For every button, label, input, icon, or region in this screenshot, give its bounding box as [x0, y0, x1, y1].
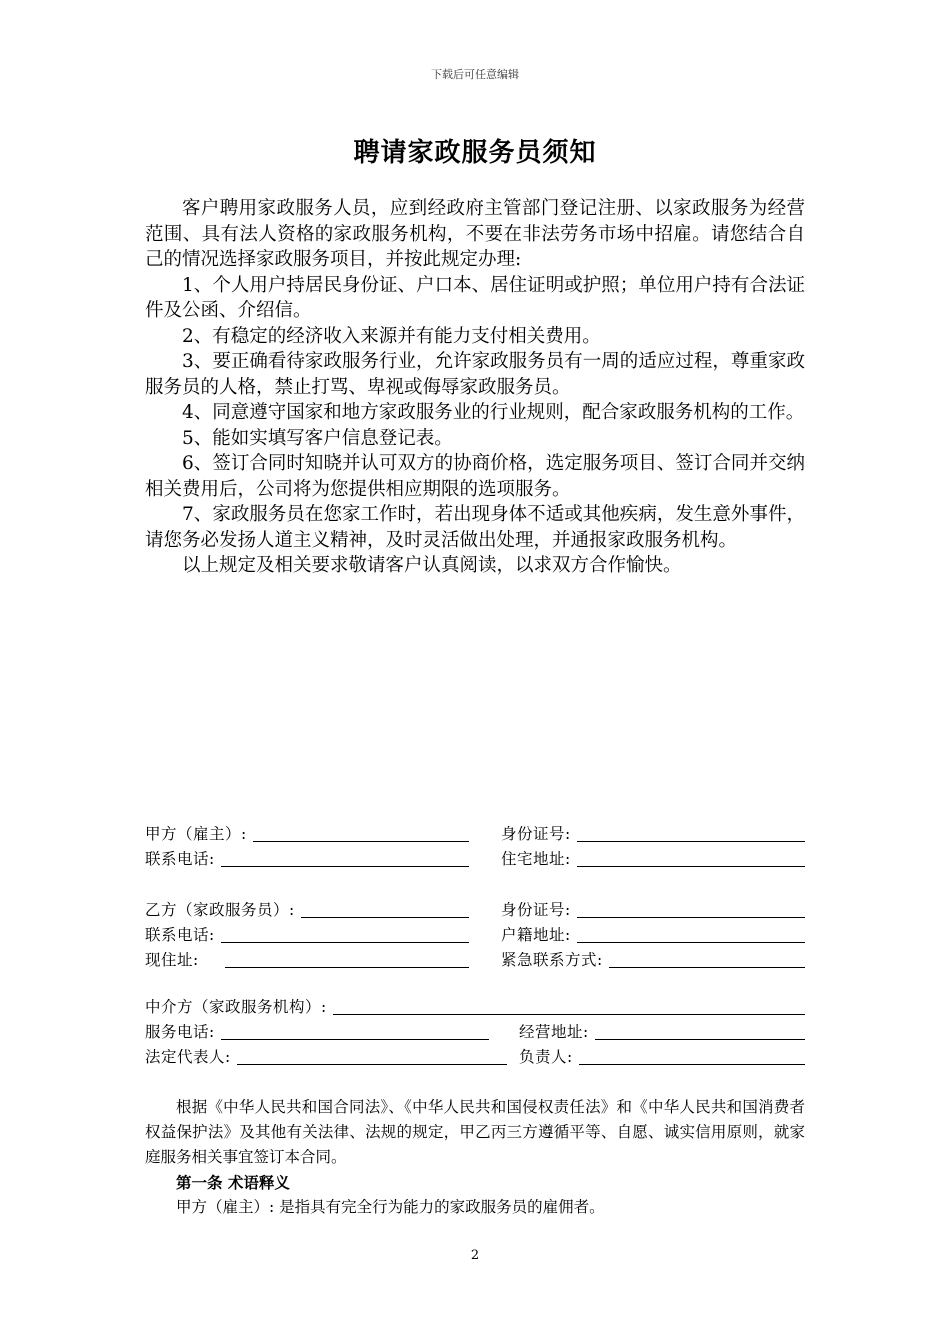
party-b-id-blank[interactable] — [577, 899, 805, 918]
business-address-label: 经营地址: — [519, 1023, 589, 1041]
notice-item-6: 6、签订合同时知晓并认可双方的协商价格，选定服务项目、签订合同并交纳相关费用后，公司将为您提供相应期限的选项服务。 — [145, 453, 805, 500]
party-a-id-field[interactable] — [501, 821, 805, 846]
employer-label: 甲方（雇主）: — [145, 825, 247, 843]
party-a-phone-blank[interactable] — [221, 848, 469, 867]
article-1-text: 甲方（雇主）: 是指具有完全行为能力的家政服务员的雇佣者。 — [176, 1198, 605, 1216]
emergency-contact-label: 紧急联系方式: — [501, 951, 603, 969]
agency-label: 中介方（家政服务机构）: — [145, 998, 327, 1016]
article-1-title: 第一条 术语释义 — [176, 1173, 290, 1192]
notice-item-1: 1、个人用户持居民身份证、户口本、居住证明或护照；单位用户持有合法证件及公函、介绍信。 — [145, 274, 805, 321]
notice-item-4: 4、同意遵守国家和地方家政服务业的行业规则，配合家政服务机构的工作。 — [182, 402, 805, 423]
party-b-id-label: 身份证号: — [501, 901, 571, 919]
party-a-section — [145, 821, 805, 871]
emergency-contact-field[interactable] — [501, 947, 805, 972]
party-b-phone-label: 联系电话: — [145, 926, 215, 944]
person-in-charge-field[interactable] — [519, 1044, 805, 1069]
page-title: 聘请家政服务员须知 — [353, 138, 597, 168]
party-a-phone-field[interactable] — [145, 846, 469, 871]
service-phone-field[interactable] — [145, 1019, 489, 1044]
agency-section — [145, 994, 805, 1069]
header-note: 下载后可任意编辑 — [431, 68, 519, 81]
service-phone-label: 服务电话: — [145, 1023, 215, 1041]
legal-rep-field[interactable] — [145, 1044, 507, 1069]
agency-blank[interactable] — [333, 996, 805, 1015]
notice-body — [145, 196, 805, 579]
notice-item-5: 5、能如实填写客户信息登记表。 — [182, 427, 453, 449]
legal-rep-blank[interactable] — [237, 1046, 507, 1065]
contract-body — [145, 1095, 805, 1220]
notice-closing: 以上规定及相关要求敬请客户认真阅读，以求双方合作愉快。 — [182, 555, 682, 576]
party-b-id-field[interactable] — [501, 897, 805, 922]
worker-label: 乙方（家政服务员）: — [145, 901, 295, 919]
person-in-charge-blank[interactable] — [579, 1046, 805, 1065]
current-address-field[interactable] — [145, 947, 469, 972]
party-a-phone-label: 联系电话: — [145, 850, 215, 868]
notice-paragraph: 客户聘用家政服务人员，应到经政府主管部门登记注册、以家政服务为经营范围、具有法人资格的家政服务机构，不要在非法劳务市场中招雇。请您结合自己的情况选择家政服务项目，并按此规定办理: — [145, 198, 805, 270]
party-b-phone-field[interactable] — [145, 922, 469, 947]
current-address-label: 现住址: — [145, 951, 199, 969]
business-address-blank[interactable] — [595, 1021, 805, 1040]
home-address-blank[interactable] — [577, 848, 805, 867]
employer-field[interactable] — [145, 821, 469, 846]
party-a-id-label: 身份证号: — [501, 825, 571, 843]
person-in-charge-label: 负责人: — [519, 1048, 573, 1066]
worker-field[interactable] — [145, 897, 469, 922]
household-address-label: 户籍地址: — [501, 926, 571, 944]
notice-item-3: 3、要正确看待家政服务行业，允许家政服务员有一周的适应过程，尊重家政服务员的人格，禁止打骂、卑视或侮辱家政服务员。 — [145, 351, 805, 398]
notice-item-7: 7、家政服务员在您家工作时，若出现身体不适或其他疾病，发生意外事件，请您务必发扬人道主义精神，及时灵活做出处理，并通报家政服务机构。 — [145, 504, 805, 551]
contract-preamble: 根据《中华人民共和国合同法》、《中华人民共和国侵权责任法》和《中华人民共和国消费者权益保护法》及其他有关法律、法规的规定，甲乙丙三方遵循平等、自愿、诚实信用原则，就家庭服务相关事宜签订本合同。 — [145, 1098, 805, 1166]
legal-rep-label: 法定代表人: — [145, 1048, 231, 1066]
home-address-field[interactable] — [501, 846, 805, 871]
agency-field[interactable] — [145, 994, 805, 1019]
employer-blank[interactable] — [253, 823, 469, 842]
home-address-label: 住宅地址: — [501, 850, 571, 868]
party-b-phone-blank[interactable] — [221, 924, 469, 943]
page-number: 2 — [470, 1248, 480, 1263]
emergency-contact-blank[interactable] — [609, 949, 805, 968]
service-phone-blank[interactable] — [221, 1021, 489, 1040]
party-a-id-blank[interactable] — [577, 823, 805, 842]
worker-blank[interactable] — [301, 899, 469, 918]
party-b-section — [145, 897, 805, 972]
current-address-blank[interactable] — [225, 949, 469, 968]
business-address-field[interactable] — [519, 1019, 805, 1044]
household-address-field[interactable] — [501, 922, 805, 947]
household-address-blank[interactable] — [577, 924, 805, 943]
notice-item-2: 2、有稳定的经济收入来源并有能力支付相关费用。 — [182, 325, 601, 347]
